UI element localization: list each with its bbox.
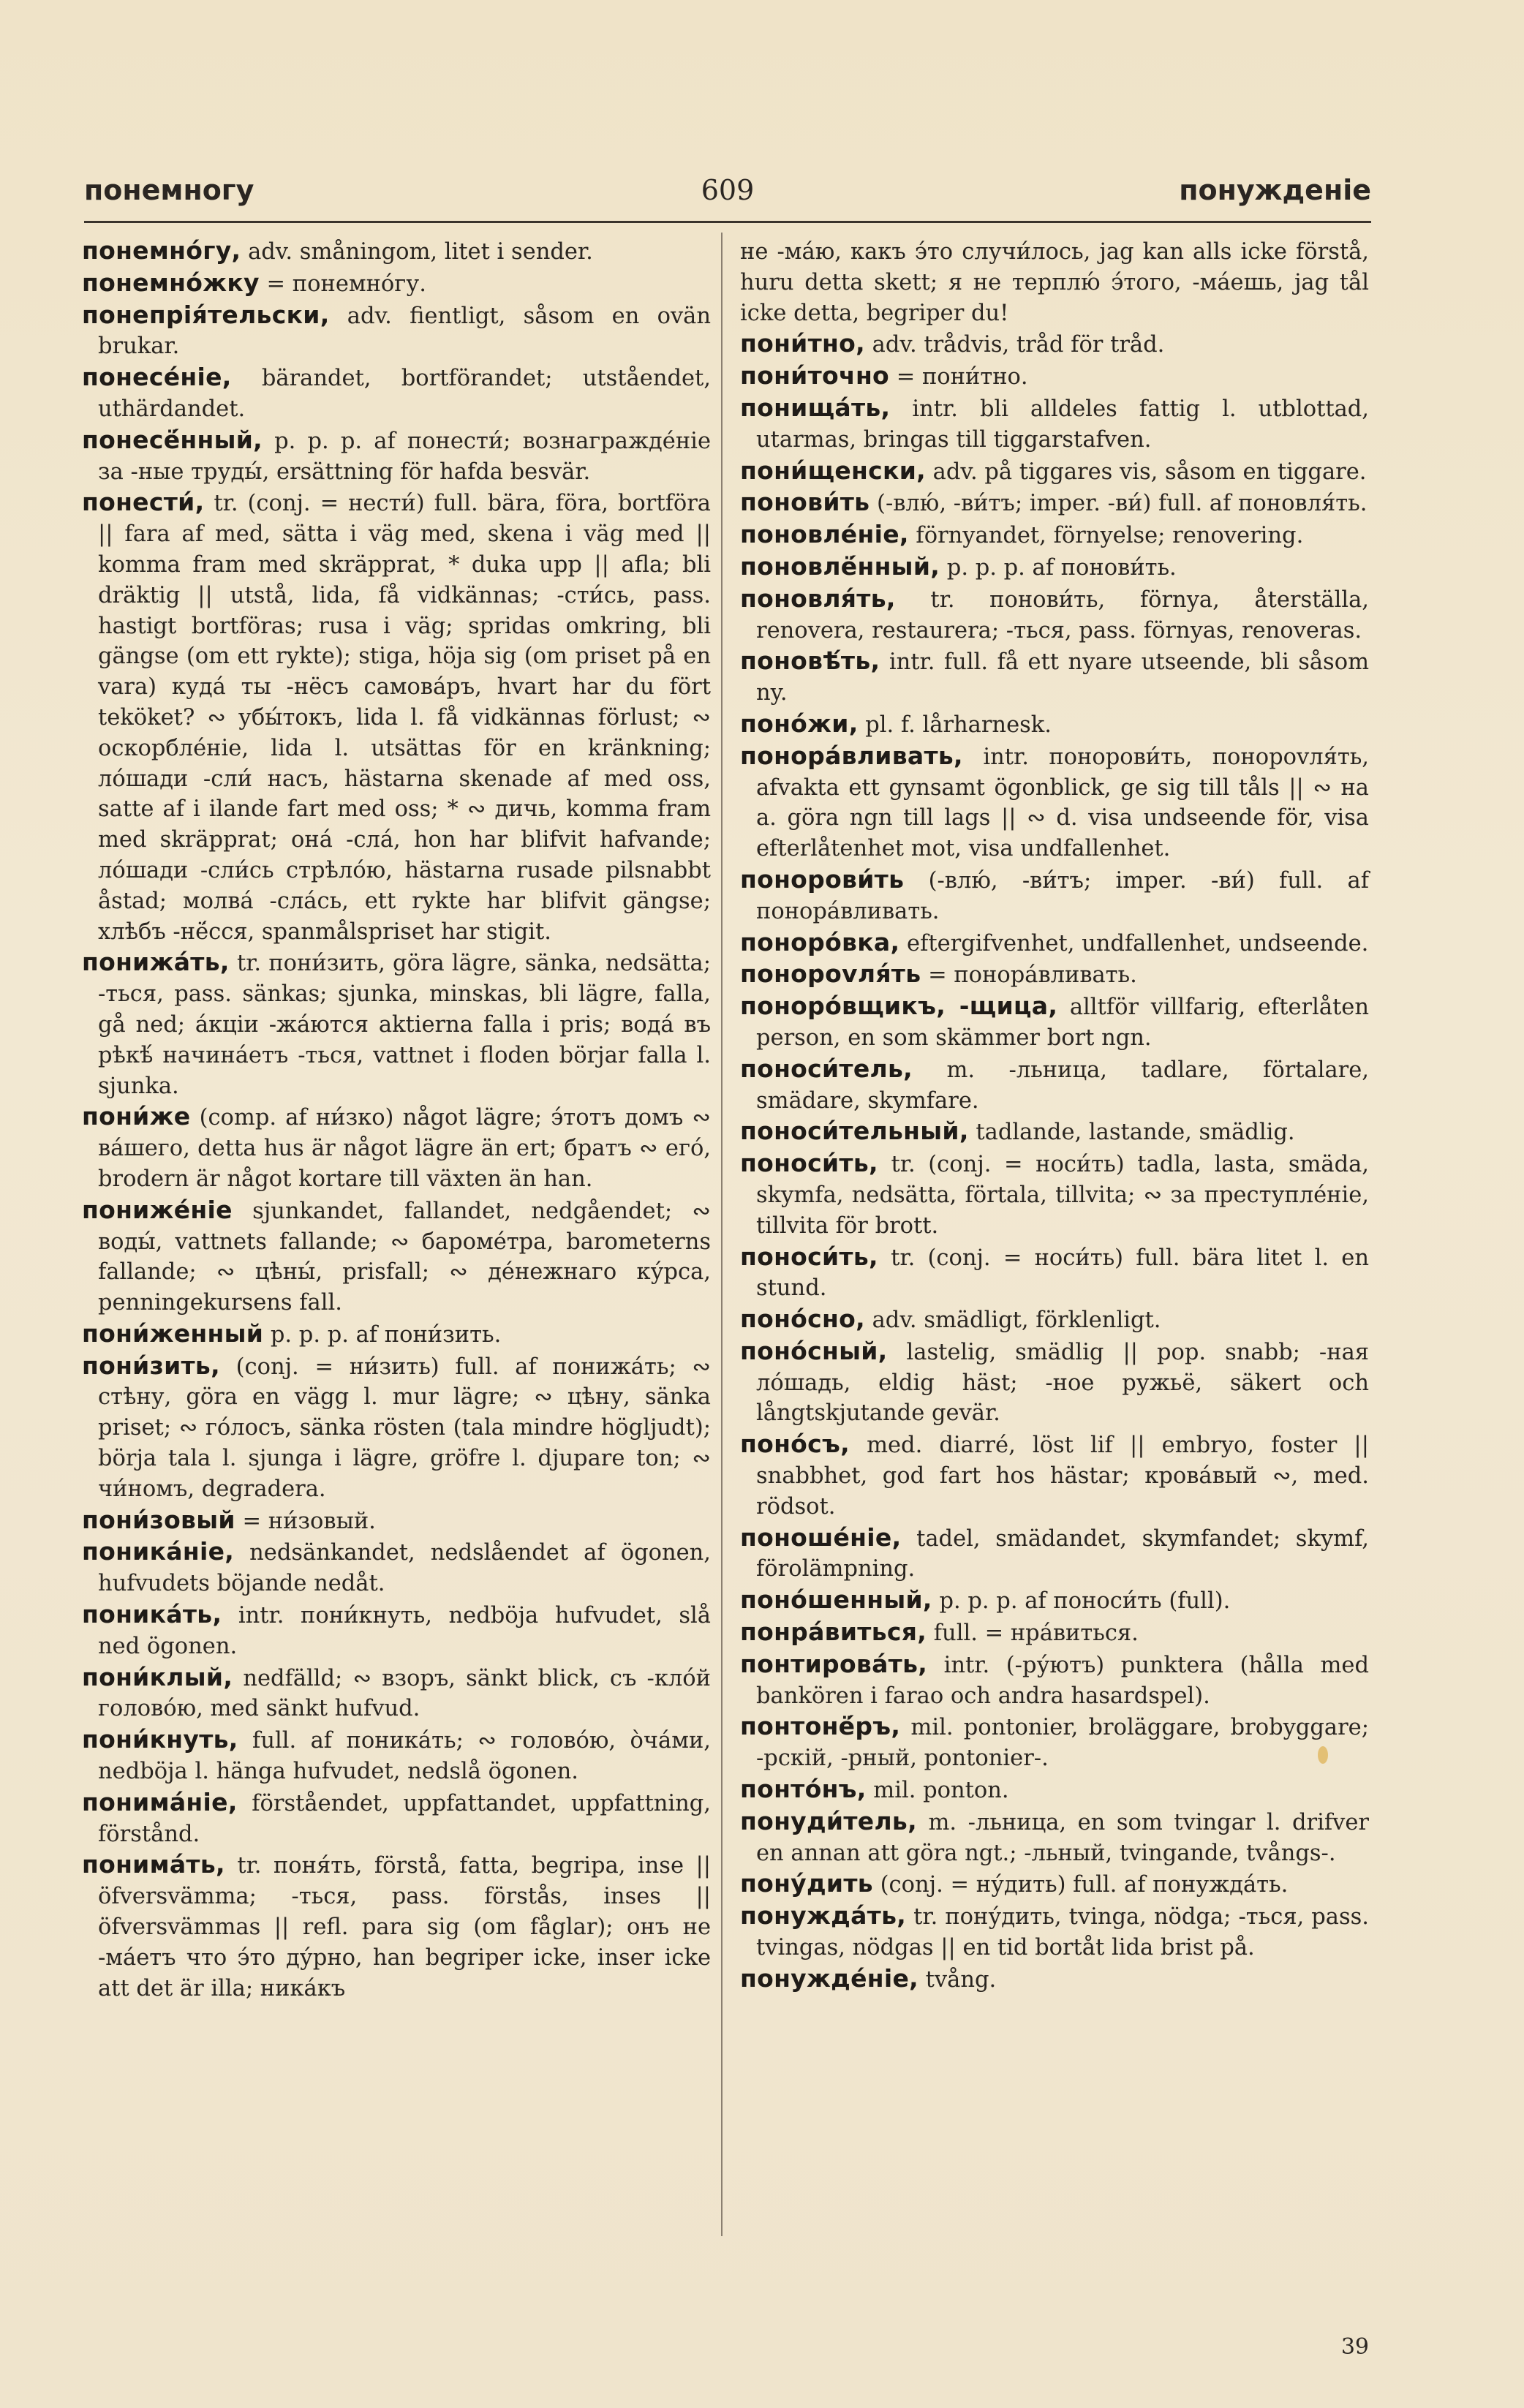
entry-headword: понови́ть	[740, 488, 870, 517]
entry-headword: поно́сный,	[740, 1336, 888, 1365]
dictionary-entry	[82, 1318, 711, 1351]
entry-definition: tr. пони́зить, göra lägre, sänka, nedsätta; -ться, pass. sänkas; sjunka, minskas, bli lägre, falla, gå ned; а́кціи -жа́ются aktierna falla i pris; вода́ въ рѣкѣ́ начина́етъ -ться, vattnet i floden börjar falla l. sjunka.	[98, 951, 711, 1099]
right-column	[740, 235, 1369, 1996]
entry-headword: пони́же	[82, 1102, 191, 1131]
entry-definition: lastelig, smädlig || pop. snabb; -ная ло́шадь, eldig häst; -ное ружьё, säkert och långtskjutande gevär.	[756, 1339, 1369, 1427]
dictionary-entry	[740, 1868, 1369, 1901]
dictionary-entry	[740, 646, 1369, 709]
running-head	[84, 174, 1371, 218]
entry-headword: понесе́ніе,	[82, 363, 232, 392]
dictionary-entry	[82, 1351, 711, 1505]
entry-headword: поно́шенный,	[740, 1585, 932, 1615]
entry-definition: förnyandet, förnyelse; renovering.	[908, 523, 1304, 549]
entry-definition: = понемно́гу.	[259, 271, 426, 297]
entry-headword: понора́вливать,	[740, 741, 963, 770]
page-number: 609	[701, 174, 755, 206]
dictionary-entry	[82, 1849, 711, 2004]
entry-headword: понра́виться,	[740, 1618, 927, 1647]
dictionary-entry	[740, 519, 1369, 551]
dictionary-entry	[82, 1724, 711, 1787]
dictionary-entry	[740, 741, 1369, 864]
entry-headword: поноси́тельный,	[740, 1117, 969, 1146]
column-divider	[721, 233, 723, 2236]
right-guideword: понужденіе	[1179, 174, 1371, 206]
entry-definition: tr. понови́ть, förnya, återställa, renovera, restaurera; -ться, pass. förnyas, renoveras.	[756, 586, 1369, 643]
entry-headword: понорovля́ть	[740, 959, 921, 989]
entry-headword: поновлё́нный,	[740, 551, 940, 581]
entry-headword: понужде́ніе,	[740, 1963, 918, 1993]
entry-headword: поновле́ніе,	[740, 520, 909, 549]
entry-headword: понести́,	[82, 488, 205, 517]
entry-headword: поноро́вка,	[740, 927, 900, 956]
entry-definition: adv. på tiggares vis, såsom en tiggare.	[925, 458, 1367, 485]
dictionary-entry	[740, 393, 1369, 456]
dictionary-entry	[740, 456, 1369, 488]
entry-headword: поно́сно,	[740, 1305, 865, 1334]
entry-headword: поноро́вщикъ, -щица,	[740, 992, 1058, 1021]
signature-mark: 39	[1340, 2334, 1369, 2360]
dictionary-entry	[740, 709, 1369, 741]
entry-definition: m. -льница, tadlare, förtalare, smädare, skymfare.	[756, 1057, 1369, 1114]
dictionary-entry	[740, 1336, 1369, 1429]
entry-headword: понепрія́тельски,	[82, 300, 330, 329]
dictionary-entry	[740, 864, 1369, 927]
entry-definition: tr. пону́дить, tvinga, nödga; -ться, pass. tvingas, nödgas || en tid bortåt lida brist på.	[756, 1904, 1369, 1961]
dictionary-entry	[740, 1148, 1369, 1241]
dictionary-entry	[740, 927, 1369, 959]
entry-headword: понтирова́ть,	[740, 1649, 928, 1678]
entry-definition: adv. småningom, litet i sender.	[241, 239, 593, 265]
entry-definition: sjunkandet, fallandet, nedgåendet; ∾ воды́, vattnets fallande; ∾ бароме́тра, barometerns fallande; ∾ цѣны́, prisfall; ∾ де́нежнаго ку́рса, penningekursens fall.	[98, 1198, 711, 1316]
dictionary-entry	[82, 1599, 711, 1662]
dictionary-entry	[740, 1585, 1369, 1617]
entry-definition: p. p. p. af понови́ть.	[940, 554, 1177, 581]
entry-headword: пони́тно,	[740, 329, 865, 358]
entry-definition: full. = нра́виться.	[927, 1620, 1139, 1647]
left-guideword: понемногу	[84, 174, 254, 206]
dictionary-entry	[740, 1963, 1369, 1996]
paper-stain	[1318, 1746, 1328, 1764]
entry-definition: (conj. = ни́зить) full. af понижа́ть; ∾ стѣну, göra en vägg l. mur lägre; ∾ цѣну, sänka priset; ∾ го́лосъ, sänka rösten (tala mindre högljudt); börja tala l. sjunga i lägre, gröfre l. djupare ton; ∾ чи́номъ, degradera.	[98, 1354, 711, 1502]
entry-headword: понища́ть,	[740, 393, 891, 422]
entry-headword: пони́зовый	[82, 1505, 235, 1534]
dictionary-entry	[740, 1806, 1369, 1869]
entry-definition: tr. поня́ть, förstå, fatta, begripa, inse || öfversvämma; -ться, pass. förstås, inses || öfversvämmas || refl. para sig (om fåglar); онъ не -ма́етъ что э́то ду́рно, han begriper icke, inser icke att det är illa; ника́къ	[98, 1853, 711, 2001]
entry-definition: adv. smädligt, förklenligt.	[864, 1307, 1161, 1334]
entry-headword: поновѣ́ть,	[740, 646, 880, 676]
entry-definition: tadel, smädandet, skymfandet; skymf, förolämpning.	[756, 1525, 1369, 1582]
entry-definition: intr. пони́кнуть, nedböja hufvudet, slå ned ögonen.	[98, 1603, 711, 1659]
entry-definition: mil. pontonier, broläggare, brobyggare; -рскій, -рный, pontonier-.	[756, 1715, 1369, 1772]
entry-definition: p. p. p. af пони́зить.	[263, 1321, 502, 1348]
entry-headword: пони́клый,	[82, 1662, 233, 1691]
dictionary-entry	[82, 487, 711, 947]
entry-headword: поно́жи,	[740, 709, 859, 738]
entry-headword: понима́ть,	[82, 1850, 225, 1879]
left-column	[82, 235, 711, 2004]
entry-definition: (-влю́, -ви́тъ; imper. -ви́) full. af понора́вливать.	[756, 867, 1369, 924]
entry-headword: пони́точно	[740, 361, 890, 390]
entry-headword: поновля́ть,	[740, 584, 896, 613]
dictionary-entry	[82, 1787, 711, 1850]
entry-headword: поноси́ть,	[740, 1149, 878, 1178]
entry-definition: adv. trådvis, tråd för tråd.	[864, 332, 1165, 358]
entry-definition: nedfälld; ∾ взоръ, sänkt blick, съ -кло́й голово́ю, med sänkt hufvud.	[98, 1665, 711, 1722]
dictionary-entry	[740, 1242, 1369, 1305]
entry-headword: понемно́гу,	[82, 236, 241, 265]
dictionary-entry	[740, 551, 1369, 584]
entry-definition: = ни́зовый.	[235, 1508, 376, 1534]
entry-definition: eftergifvenhet, undfallenhet, undseende.	[899, 930, 1369, 956]
entry-headword: поника́ть,	[82, 1600, 222, 1629]
entry-headword: понтонё́ръ,	[740, 1712, 901, 1741]
dictionary-entry	[740, 361, 1369, 393]
entry-definition: tr. (conj. = носи́ть) tadla, lasta, smäda, skymfa, nedsätta, förtala, tillvita; ∾ за преступле́ніе, tillvita för brott.	[756, 1152, 1369, 1239]
dictionary-entry	[740, 1649, 1369, 1712]
dictionary-entry	[740, 959, 1369, 991]
dictionary-entry	[82, 1101, 711, 1194]
dictionary-entry	[740, 1617, 1369, 1649]
entry-definition: full. af поника́ть; ∾ голово́ю, о̀ча́ми, nedböja l. hänga hufvudet, nedslå ögonen.	[98, 1728, 711, 1785]
entry-headword: поноше́ніе,	[740, 1522, 902, 1552]
entry-headword: понужда́ть,	[740, 1901, 907, 1930]
dictionary-entry	[82, 1662, 711, 1725]
dictionary-entry	[740, 1901, 1369, 1963]
entry-definition: = пони́тно.	[889, 364, 1028, 390]
entry-definition: = понора́вливать.	[921, 962, 1137, 989]
entry-headword: понесё́нный,	[82, 425, 263, 454]
entry-headword: поника́ніе,	[82, 1537, 235, 1566]
entry-headword: пони́щенски,	[740, 456, 926, 485]
dictionary-entry	[82, 235, 711, 268]
entry-definition: intr. bli alldeles fattig l. utblottad, utarmas, bringas till tiggarstafven.	[756, 396, 1369, 453]
entry-definition: (conj. = ну́дить) full. af понужда́ть.	[872, 1872, 1289, 1898]
entry-definition: m. -льница, en som tvingar l. drifver en annan att göra ngt.; -льный, tvingande, tvångs-.	[756, 1809, 1369, 1866]
entry-definition: tvång.	[918, 1966, 997, 1993]
entry-headword: понуди́тель,	[740, 1806, 917, 1835]
entry-definition: tr. (conj. = нести́) full. bära, föra, bortföra || fara af med, sätta i väg med, skena i väg med || komma fram med skräpprat, * duka upp || afla; bli dräktig || utstå, lida, få vidkännas; -сти́сь, pass. hastigt bortföras; rusa i väg; spridas omkring, bli gängse (om ett rykte); stiga, höja sig (om priset på en vara) куда́ ты -нёсъ самова́ръ, hvart har du fört teköket? ∾ убы́токъ, lida l. få vidkännas förlust; ∾ оскорбле́ніе, lida l. utsättas för en kränkning; ло́шади -сли́ насъ, hästarna skenade af med oss, satte af i ilande fart med oss; * ∾ дичь, komma fram med skräpprat; она́ -сла́, hon har blifvit hafvande; ло́шади -сли́сь стрѣло́ю, hästarna rusade pilsnabbt åstad; молва́ -сла́сь, ett rykte har blifvit gängse; хлѣбъ -нё́сся, spanmålspriset har stigit.	[98, 491, 711, 945]
dictionary-entry	[740, 584, 1369, 646]
dictionary-entry	[740, 1054, 1369, 1117]
entry-definition: p. p. p. af поноси́ть (full).	[932, 1588, 1231, 1615]
dictionary-entry	[82, 362, 711, 425]
entry-definition: med. diarré, löst lif || embryo, foster || snabbhet, god fart hos hästar; крова́вый ∾, med. rödsot.	[756, 1433, 1369, 1520]
dictionary-entry	[740, 991, 1369, 1054]
entry-definition: nedsänkandet, nedslåendet af ögonen, hufvudets böjande nedåt.	[98, 1540, 711, 1597]
entry-definition: förståendet, uppfattandet, uppfattning, förstånd.	[98, 1790, 711, 1847]
entry-headword: пони́кнуть,	[82, 1725, 238, 1754]
entry-definition: (comp. af ни́зко) något lägre; э́тотъ домъ ∾ ва́шего, detta hus är något lägre än ert; братъ ∾ его́, brodern är något kortare till växten än han.	[98, 1105, 711, 1192]
entry-definition: pl. f. lårharnesk.	[858, 712, 1052, 738]
entry-headword: понима́ніе,	[82, 1787, 238, 1816]
dictionary-entry	[740, 487, 1369, 519]
entry-headword: понорови́ть	[740, 864, 905, 894]
entry-headword: пону́дить	[740, 1869, 873, 1898]
entry-definition: intr. (-ру́ютъ) punktera (hålla med bankören i farao och andra hasardspel).	[756, 1652, 1369, 1709]
dictionary-entry	[740, 1429, 1369, 1522]
entry-definition: intr. full. få ett nyare utseende, bli såsom ny.	[756, 649, 1369, 706]
entry-definition: alltför villfarig, efterlåten person, en som skämmer bort ngn.	[756, 994, 1369, 1051]
dictionary-entry	[82, 268, 711, 300]
entry-headword: понто́нъ,	[740, 1775, 867, 1804]
dictionary-entry	[740, 1116, 1369, 1148]
dictionary-entry	[740, 328, 1369, 361]
dictionary-entry	[82, 947, 711, 1101]
entry-headword: поно́съ,	[740, 1430, 850, 1459]
entry-headword: поноси́тель,	[740, 1054, 913, 1083]
entry-definition: intr. понорови́ть, понорovля́ть, afvakta ett gynsamt ögonblick, ge sig till tåls || ∾ на a. göra ngn till lags || ∾ d. visa undseende för, visa efterlåtenhet mot, visa undfallenhet.	[756, 744, 1369, 862]
dictionary-entry	[740, 235, 1369, 328]
entry-headword: пони́женный	[82, 1318, 264, 1348]
entry-headword: пониже́ніе	[82, 1195, 233, 1224]
entry-headword: понемно́жку	[82, 268, 260, 297]
dictionary-entry	[82, 425, 711, 488]
dictionary-entry	[740, 1522, 1369, 1585]
dictionary-entry	[82, 1505, 711, 1537]
entry-definition: tadlande, lastande, smädlig.	[968, 1120, 1295, 1146]
entry-definition: (-влю́, -ви́тъ; imper. -ви́) full. af поновля́ть.	[869, 491, 1368, 517]
entry-headword: поноси́ть,	[740, 1242, 878, 1271]
entry-definition: tr. (conj. = носи́ть) full. bära litet l. en stund.	[756, 1245, 1369, 1302]
entry-definition: bärandet, bortförandet; utståendet, uthärdandet.	[98, 366, 711, 422]
dictionary-entry	[740, 1774, 1369, 1806]
header-rule	[84, 221, 1371, 223]
dictionary-entry	[82, 1195, 711, 1318]
entry-headword: понижа́ть,	[82, 948, 230, 977]
entry-definition: p. p. p. af понести́; вознагражде́ніе за -ные труды́, ersättning för hafda besvär.	[98, 428, 711, 485]
dictionary-entry	[82, 300, 711, 363]
entry-definition: mil. ponton.	[866, 1778, 1009, 1804]
entry-headword: пони́зить,	[82, 1351, 220, 1380]
dictionary-entry	[82, 1536, 711, 1599]
dictionary-entry	[740, 1711, 1369, 1774]
dictionary-entry	[740, 1304, 1369, 1336]
entry-definition: adv. fientligt, såsom en ovän brukar.	[98, 303, 711, 360]
entry-definition: не -ма́ю, какъ э́то случи́лось, jag kan alls icke förstå, huru detta skett; я не терплю́ э́того, -ма́ешь, jag tål icke detta, begriper du!	[740, 239, 1369, 326]
